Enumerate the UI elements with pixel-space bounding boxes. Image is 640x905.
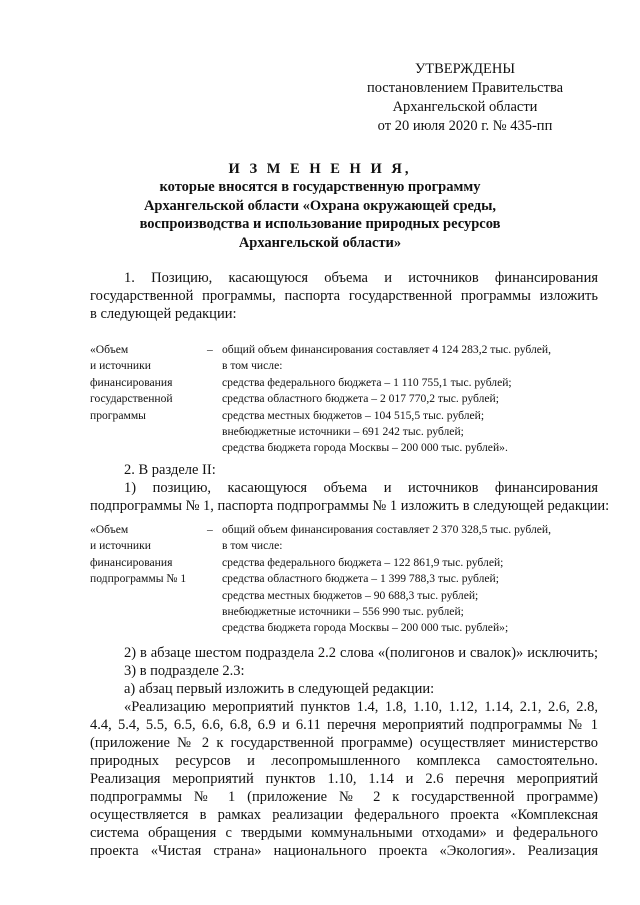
quote-line: система обращения с твердыми коммунальными отходами» и федерального — [90, 825, 598, 841]
item2-sub1-line-2: подпрограммы № 1, паспорта подпрограммы № 1 изложить в следующей редакции: — [90, 498, 610, 514]
item1-line-1: 1. Позицию, касающуюся объема и источников финансирования — [124, 270, 598, 286]
finance1-label-line: программы — [90, 408, 146, 422]
finance2-value-line: в том числе: — [222, 539, 283, 553]
finance1-label-line: и источники — [90, 359, 151, 373]
finance1-values — [222, 342, 600, 457]
finance2-value-line: средства федерального бюджета – 122 861,9 тыс. рублей; — [222, 555, 504, 569]
item2-sub-a: а) абзац первый изложить в следующей редакции: — [124, 681, 435, 697]
approval-line-1: постановлением Правительства — [366, 80, 564, 96]
quote-line: природных ресурсов и лесопромышленного комплекса самостоятельно. — [90, 753, 598, 769]
item2-heading: 2. В разделе II: — [124, 462, 216, 478]
quote-line: осуществляется в рамках реализации федерального проекта «Комплексная — [90, 807, 598, 823]
finance1-value-line: средства местных бюджетов – 104 515,5 тыс. рублей; — [222, 408, 485, 422]
title-main: И З М Е Н Е Н И Я, — [228, 161, 412, 177]
item1-line-3: в следующей редакции: — [90, 306, 237, 322]
approval-line-2: Архангельской области — [392, 99, 538, 115]
approval-line-3: от 20 июля 2020 г. № 435-пп — [377, 118, 553, 134]
finance2-value-line: средства местных бюджетов – 90 688,3 тыс. рублей; — [222, 588, 479, 602]
quote-line: проекта «Чистая страна» национального проекта «Экология». Реализация — [90, 843, 598, 859]
finance1-dash: – — [207, 343, 213, 356]
document-title — [90, 160, 550, 252]
item2-sub1-line-1: 1) позицию, касающуюся объема и источников финансирования — [124, 480, 598, 496]
quote-line: «Реализацию мероприятий пунктов 1.4, 1.8, 1.10, 1.12, 1.14, 2.1, 2.6, 2.8, — [124, 699, 598, 715]
finance1-value-line: средства федерального бюджета – 1 110 755,1 тыс. рублей; — [222, 375, 512, 389]
finance1-value-line: средства областного бюджета – 2 017 770,2 тыс. рублей; — [222, 392, 499, 406]
item2-sub3: 3) в подразделе 2.3: — [124, 663, 245, 679]
quote-line: Реализация мероприятий пунктов 1.10, 1.14 и 2.6 перечня мероприятий — [90, 771, 598, 787]
finance2-label-line: финансирования — [90, 555, 173, 569]
approval-stamp — [350, 60, 580, 136]
finance1-value-line: общий объем финансирования составляет 4 124 283,2 тыс. рублей, — [222, 343, 552, 356]
title-line-3: воспроизводства и использование природных ресурсов — [139, 216, 501, 233]
finance1-label-line: государственной — [90, 392, 173, 406]
finance-block-1 — [90, 342, 600, 458]
finance-label-1 — [90, 342, 200, 424]
finance2-value-line: средства областного бюджета – 1 399 788,3 тыс. рублей; — [222, 572, 499, 586]
finance2-value-line: средства бюджета города Москвы – 200 000 тыс. рублей»; — [222, 621, 509, 635]
finance2-label-line: «Объем — [90, 523, 129, 536]
finance2-dash: – — [207, 523, 213, 536]
title-line-4: Архангельской области» — [238, 234, 402, 251]
finance1-label-line: «Объем — [90, 343, 129, 356]
finance1-value-line: внебюджетные источники – 691 242 тыс. рублей; — [222, 425, 464, 439]
title-line-2: Архангельской области «Охрана окружающей среды, — [143, 197, 497, 214]
quote-line: (приложение № 2 к государственной программе) осуществляет министерство — [90, 735, 598, 751]
item1-line-2: государственной программы, паспорта государственной программы изложить — [90, 288, 598, 304]
title-line-1: которые вносятся в государственную программу — [159, 179, 481, 196]
finance1-value-line: средства бюджета города Москвы – 200 000 тыс. рублей». — [222, 441, 508, 455]
quote-line: подпрограммы № 1 (приложение № 2 к государственной программе) — [90, 789, 598, 805]
approval-heading: УТВЕРЖДЕНЫ — [414, 61, 516, 77]
quote-line: 4.4, 5.4, 5.5, 6.5, 6.6, 6.8, 6.9 и 6.11 перечня мероприятий подпрограммы № 1 — [90, 717, 598, 733]
item2-sub2: 2) в абзаце шестом подраздела 2.2 слова «(полигонов и свалок)» исключить; — [124, 645, 598, 661]
finance2-label-line: и источники — [90, 539, 151, 553]
finance-block-2 — [90, 522, 600, 638]
finance2-label-line: подпрограммы № 1 — [90, 572, 187, 586]
finance2-value-line: общий объем финансирования составляет 2 370 328,5 тыс. рублей, — [222, 523, 552, 536]
finance1-label-line: финансирования — [90, 375, 173, 389]
finance-label-2 — [90, 522, 200, 588]
finance2-values — [222, 522, 600, 637]
finance2-value-line: внебюджетные источники – 556 990 тыс. рублей; — [222, 605, 464, 619]
finance1-value-line: в том числе: — [222, 359, 283, 373]
